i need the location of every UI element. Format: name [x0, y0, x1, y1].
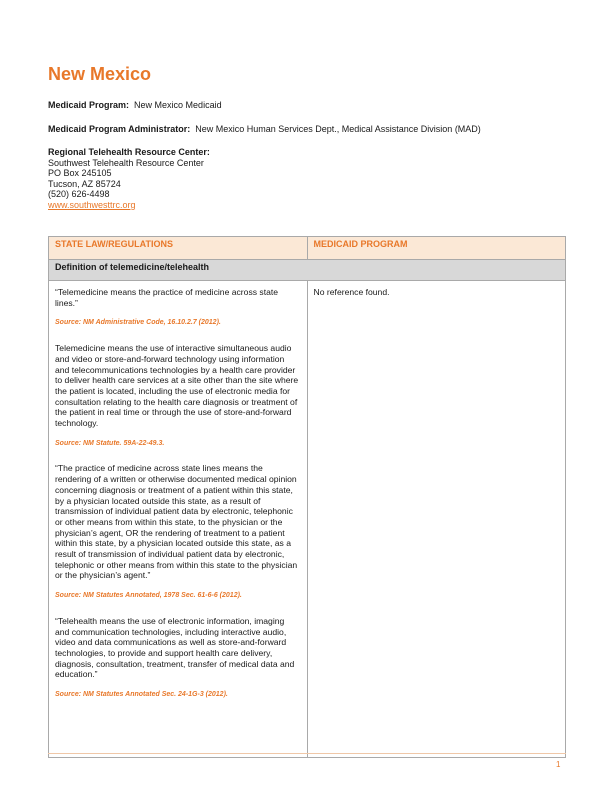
rtrc-heading: Regional Telehealth Resource Center:	[48, 147, 210, 157]
rtrc-block	[48, 147, 210, 211]
page-title: New Mexico	[48, 64, 152, 84]
col-header-medicaid: MEDICAID PROGRAM	[307, 237, 565, 260]
rtrc-phone: (520) 626-4498	[48, 189, 110, 200]
medicaid-admin-label: Medicaid Program Administrator:	[48, 124, 191, 134]
law-source: Source: NM Statutes Annotated Sec. 24-1G-3 (2012).	[55, 691, 228, 699]
law-table	[48, 236, 566, 758]
medicaid-program-value: New Mexico Medicaid	[134, 100, 222, 110]
section-heading: Definition of telemedicine/telehealth	[49, 260, 566, 281]
law-source: Source: NM Administrative Code, 16.10.2.7 (2012).	[55, 319, 221, 327]
page-number: 1	[556, 760, 561, 769]
law-text: “Telemedicine means the practice of medicine across state lines.”	[55, 287, 279, 308]
law-text: Telemedicine means the use of interactive simultaneous audio and video or store-and-forward technology using information and telecommunications technologies by a health care provider to deliver health care services at a site other than the site where the patient is located, including the use of electronic media for consultation relating to the health care diagnosis or treatment of the patient in real time or through the use of store-and-forward technology.	[55, 343, 299, 429]
footer-divider	[48, 753, 566, 754]
rtrc-name: Southwest Telehealth Resource Center	[48, 157, 204, 168]
medicaid-admin-line	[48, 124, 481, 135]
rtrc-city: Tucson, AZ 85724	[48, 178, 121, 189]
medicaid-program-line	[48, 100, 222, 111]
law-text: “Telehealth means the use of electronic information, imaging and communication technologies, including interactive audio, video and data communications as well as store-and-forward technologies, to provide and support health care delivery, diagnosis, consultation, treatment, transfer of medical data and education.”	[55, 615, 295, 680]
medicaid-program-label: Medicaid Program:	[48, 100, 130, 110]
medicaid-cell	[307, 281, 565, 758]
col-header-state-law: STATE LAW/REGULATIONS	[49, 237, 308, 260]
medicaid-text: No reference found.	[313, 287, 390, 297]
state-law-cell	[49, 281, 308, 758]
medicaid-admin-value: New Mexico Human Services Dept., Medical Assistance Division (MAD)	[195, 124, 481, 134]
law-text: “The practice of medicine across state lines means the rendering of a written or otherwise documented medical opinion concerning diagnosis or treatment of a patient within this state, by a physician located outside this state, as a result of transmission of individual patient data by electronic, telephonic or other means from within this state, to the physician or the physician’s agent, OR the rendering of treatment to a patient within this state, by a physician located outside this state, as a result of transmission of individual patient data by electronic, telephonic or other means from within this state to the physician or the physician’s agent.”	[55, 463, 298, 581]
law-source: Source: NM Statute. 59A-22-49.3.	[55, 439, 165, 447]
rtrc-website-link[interactable]: www.southwesttrc.org	[48, 199, 136, 210]
rtrc-po-box: PO Box 245105	[48, 168, 112, 179]
law-source: Source: NM Statutes Annotated, 1978 Sec. 61-6-6 (2012).	[55, 592, 242, 600]
